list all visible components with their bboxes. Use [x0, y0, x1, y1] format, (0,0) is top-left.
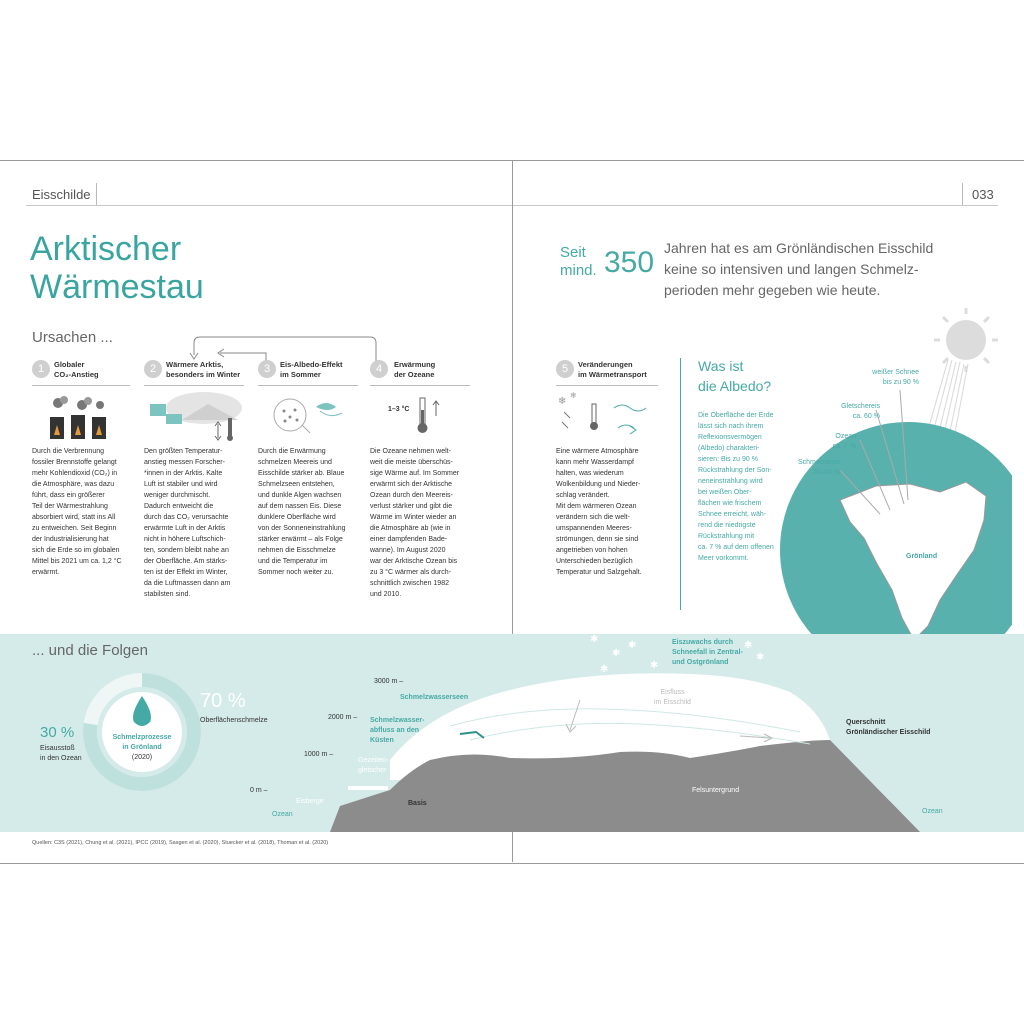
albedo-label-l1: Gletschereis — [841, 403, 880, 410]
header-rule-right — [513, 205, 998, 206]
cause-text-line: da die Luftmassen dann am — [144, 580, 231, 587]
label-iceflow-l1: Eisfluss — [660, 689, 685, 696]
cause-1-text — [32, 446, 136, 578]
label-bedrock: Felsuntergrund — [692, 787, 740, 794]
stat-text-line: perioden mehr gegeben wie heute. — [664, 282, 881, 298]
factory-smoke-icon — [44, 395, 114, 441]
albedo-text-line: Rückstrahlung der Son- — [698, 467, 772, 474]
section-label: Eisschilde — [32, 187, 91, 202]
cause-text-line: umspannenden Meeres- — [556, 525, 632, 532]
albedo-text-line: Reflexionsvermögen — [698, 434, 762, 441]
albedo-label-l2: bis zu 90 % — [882, 379, 919, 386]
snowflake-icon: ✱ — [744, 640, 753, 651]
label-ocean-left: Ozean — [272, 811, 293, 818]
cause-text-line: die Atmosphäre ab (wie in — [370, 525, 451, 532]
albedo-text-line: flächen wie frischem — [698, 500, 762, 507]
albedo-divider — [680, 358, 681, 610]
stat-number: 350 — [604, 246, 655, 279]
albedo-effect-icon — [270, 395, 350, 439]
consequences-heading: ... und die Folgen — [32, 642, 148, 659]
cause-text-line: erwärmt. — [32, 569, 60, 576]
cause-title-l2: besonders im Winter — [166, 370, 241, 379]
cause-text-line: Die Ozeane nehmen welt- — [370, 448, 451, 455]
cause-title-l2: CO₂-Anstieg — [54, 370, 99, 379]
cause-text-line: schmelzen Meereis und — [258, 459, 332, 466]
cause-text-line: einer dampfenden Bade- — [370, 536, 448, 543]
albedo-label-l1: weißer Schnee — [872, 369, 919, 376]
cause-rule — [32, 385, 130, 386]
albedo-text-line: (Albedo) charakteri- — [698, 445, 760, 452]
page-title-line1: Arktischer — [30, 230, 182, 268]
elevation-2000: 2000 m – — [328, 714, 358, 721]
stat-text-line: keine so intensiven und langen Schmelz- — [664, 261, 919, 277]
cause-title-l1: Erwärmung — [394, 360, 436, 369]
albedo-text-line: Rückstrahlung mit — [698, 533, 755, 540]
cause-text-line: Eine wärmere Atmosphäre — [556, 448, 639, 455]
cause-text-line: strömungen, denn sie sind — [556, 536, 639, 543]
label-growth-l3: und Ostgrönland — [672, 659, 729, 666]
albedo-title-l2: die Albedo? — [698, 378, 772, 394]
cause-text-line: weniger durchmischt. — [144, 492, 211, 499]
donut-left-l2: in den Ozean — [40, 755, 82, 762]
cause-text-line: Mittel bis 2021 um ca. 1,2 °C — [32, 558, 122, 565]
greenland-label: Grönland — [906, 553, 938, 560]
label-ocean-right: Ozean — [922, 808, 943, 815]
cause-rule — [258, 385, 358, 386]
cause-rule — [144, 385, 244, 386]
cause-text-line: sich die Erde so im globalen — [32, 547, 120, 554]
cause-text-line: Ozean durch den Meereis- — [370, 492, 453, 499]
cause-number: 5 — [556, 360, 574, 378]
cause-number: 3 — [258, 360, 276, 378]
label-section-l1: Querschnitt — [846, 719, 886, 726]
albedo-title-l1: Was ist — [698, 358, 744, 374]
cause-text-line: wanne). Im August 2020 — [370, 547, 446, 554]
donut-center-l3: (2020) — [131, 754, 153, 761]
label-icebergs: Eisberge — [296, 798, 324, 805]
cause-text-line: schlag verändert. — [556, 492, 610, 499]
label-meltlakes: Schmelzwasserseen — [400, 694, 469, 701]
cause-text-line: erwärmte Luft in der Arktis — [144, 525, 226, 532]
snowflake-icon: ✱ — [590, 634, 599, 645]
svg-text:❄: ❄ — [570, 392, 577, 400]
header-rule-left — [26, 205, 512, 206]
albedo-text-line: ca. 7 % auf dem offenen — [698, 544, 774, 551]
cause-text-line: der Oberfläche. Am stärks- — [144, 558, 228, 565]
cause-text-line: Durch die Verbrennung — [32, 448, 104, 455]
cause-text-line: fossiler Brennstoffe gelangt — [32, 459, 117, 466]
stat-prefix-1: Seit — [560, 244, 586, 261]
cause-text-line: nicht in höhere Luftschich- — [144, 536, 226, 543]
melt-donut-chart — [82, 672, 202, 792]
albedo-text-line: sieren: Bis zu 90 % — [698, 456, 758, 463]
cause-text-line: und die Temperatur im — [258, 558, 328, 565]
cause-text-line: verändern sich die welt- — [556, 514, 630, 521]
albedo-label-l1: Schmelzseen — [797, 459, 840, 466]
albedo-label-l1: Ozean — [835, 433, 856, 440]
cause-title-l2: der Ozeane — [394, 370, 435, 379]
label-growth-l2: Schneefall in Zentral- — [672, 649, 743, 656]
stat-text-line: Jahren hat es am Grönländischen Eisschild — [664, 240, 934, 256]
label-iceflow-l2: im Eisschild — [654, 699, 691, 706]
cause-text-line: Sommer noch weiter zu. — [258, 569, 334, 576]
elevation-3000: 3000 m – — [374, 678, 404, 685]
causes-heading: Ursachen ... — [32, 329, 113, 346]
cause-text-line: nehmen die Eisschmelze — [258, 547, 336, 554]
donut-left-label — [40, 744, 82, 764]
cause-text-line: sige Wärme auf. Im Sommer — [370, 470, 460, 477]
cause-title-l2: im Sommer — [280, 370, 321, 379]
cause-3-text — [258, 446, 366, 578]
cause-text-line: absorbiert wird, statt ins All — [32, 514, 116, 521]
donut-right-pct: 70 % — [200, 690, 246, 712]
cause-number: 2 — [144, 360, 162, 378]
cause-number: 1 — [32, 360, 50, 378]
header-divider — [96, 183, 97, 205]
cause-5-text — [556, 446, 668, 578]
cause-text-line: Dadurch entweicht die — [144, 503, 214, 510]
cause-title-l1: Eis-Albedo-Effekt — [280, 360, 343, 369]
albedo-text-line: bei weißen Ober- — [698, 489, 752, 496]
svg-text:❄: ❄ — [558, 396, 567, 407]
cause-number: 4 — [370, 360, 388, 378]
cause-text-line: Mit dem wärmeren Ozean — [556, 503, 637, 510]
cause-title-l2: im Wärmetransport — [578, 370, 647, 379]
albedo-label-glacier — [830, 402, 880, 422]
elevation-1000: 1000 m – — [304, 751, 334, 758]
cause-title-l1: Wärmere Arktis, — [166, 360, 224, 369]
cause-text-line: ten, sondern bleibt nahe an — [144, 547, 229, 554]
cause-text-line: Durch die Erwärmung — [258, 448, 326, 455]
arctic-air-icon — [148, 390, 244, 442]
cause-text-line: zu 3 °C wärmer als durch- — [370, 569, 451, 576]
albedo-text-line: neneinstrahlung wird — [698, 478, 763, 485]
label-runoff — [370, 716, 424, 746]
cause-text-line: auf dem nassen Eis. Diese — [258, 503, 342, 510]
donut-center — [106, 733, 178, 763]
cause-text-line: anstieg messen Forscher- — [144, 459, 225, 466]
cause-text-line: Eisschilde stärker ab. Blaue — [258, 470, 345, 477]
cause-text-line: *innen in der Arktis. Kalte — [144, 470, 223, 477]
label-ice-growth — [672, 638, 743, 668]
cause-text-line: Schmelzseen entstehen, — [258, 481, 335, 488]
cause-text-line: schnittlich zwischen 1982 — [370, 580, 449, 587]
cause-text-line: ten ist der Effekt im Winter, — [144, 569, 228, 576]
cause-text-line: stärker erwärmt – als Folge — [258, 536, 343, 543]
albedo-label-l2: 20–40 % — [812, 469, 840, 476]
cause-text-line: Wolkenbildung und Nieder- — [556, 481, 641, 488]
cause-text-line: Temperatur und Salzgehalt. — [556, 569, 642, 576]
cause-text-line: und dunkle Algen wachsen — [258, 492, 342, 499]
cause-rule — [556, 385, 658, 386]
cause-text-line: Den größten Temperatur- — [144, 448, 223, 455]
cause-text-line: Wärme im Winter wieder an — [370, 514, 457, 521]
donut-center-l2: in Grönland — [122, 744, 162, 751]
albedo-label-ocean — [806, 432, 856, 452]
cause-text-line: erwärmt sich der Arktische — [370, 481, 453, 488]
cause-text-line: zu entweichen. Seit Beginn — [32, 525, 117, 532]
cause-text-line: stabilsten sind. — [144, 591, 191, 598]
cause-2-text — [144, 446, 252, 600]
cause-text-line: war der Arktische Ozean bis — [370, 558, 458, 565]
albedo-label-meltlakes — [786, 458, 840, 478]
albedo-text-line: lässt sich nach ihrem — [698, 423, 764, 430]
cause-text-line: halten, was wiederum — [556, 470, 624, 477]
snowflake-icon: ✱ — [650, 660, 659, 671]
cause-text-line: mehr Kohlendioxid (CO₂) in — [32, 470, 118, 477]
cause-text-line: führt, dass ein größerer — [32, 492, 105, 499]
elevation-0: 0 m – — [250, 787, 268, 794]
albedo-label-snow — [869, 368, 919, 388]
cause-text-line: verlust stärker und gibt die — [370, 503, 453, 510]
label-growth-l1: Eiszuwachs durch — [672, 639, 734, 646]
cause-text-line: der Industrialisierung hat — [32, 536, 109, 543]
ocean-temp-label: 1–3 °C — [388, 406, 410, 413]
donut-left-pct: 30 % — [40, 724, 75, 741]
header-divider-right — [962, 183, 963, 205]
label-runoff-l2: abfluss an den — [370, 727, 420, 734]
albedo-text-line: Die Oberfläche der Erde — [698, 412, 774, 419]
cause-text-line: angetrieben von hohen — [556, 547, 628, 554]
cause-text-line: die Atmosphäre, was dazu — [32, 481, 115, 488]
label-runoff-l1: Schmelzwasser- — [370, 717, 425, 724]
label-ice-flow — [654, 688, 691, 708]
snowflake-icon: ✱ — [756, 652, 765, 663]
cause-title-l1: Globaler — [54, 360, 85, 369]
cause-text-line: kann mehr Wasserdampf — [556, 459, 634, 466]
page-number: 033 — [972, 187, 994, 202]
snowflake-icon: ✱ — [600, 664, 609, 675]
stat-prefix-2: mind. — [560, 262, 597, 279]
cause-text-line: durch das CO₂ verursachte — [144, 514, 229, 521]
cause-text-line: Unterschieden bezüglich — [556, 558, 633, 565]
heat-transport-icon — [556, 392, 656, 442]
snowflake-icon: ✱ — [628, 640, 637, 651]
label-tidewater-glacier — [358, 756, 388, 776]
stat-text — [664, 238, 933, 301]
cause-text-line: weit die meiste überschüs- — [370, 459, 453, 466]
albedo-label-l2: ca. 60 % — [852, 413, 880, 420]
label-glacier-l2: gletscher — [358, 767, 387, 774]
snowflake-icon: ✱ — [612, 648, 621, 659]
sources: Quellen: C3S (2021), Chung et al. (2021), IPCC (2019), Sasgen et al. (2020), Stuecker et al. (2018), Thoman et al. (2020) — [32, 840, 329, 846]
albedo-text-line: Schnee erreicht, wäh- — [698, 511, 767, 518]
donut-left-l1: Eisausstoß — [40, 745, 75, 752]
albedo-text-line: Meer vorkommt. — [698, 555, 749, 562]
label-runoff-l3: Küsten — [370, 737, 394, 744]
label-basis: Basis — [408, 800, 427, 807]
cause-4-text — [370, 446, 478, 600]
label-section-l2: Grönländischer Eisschild — [846, 729, 931, 736]
causes-connector-arrows — [180, 333, 390, 363]
cause-text-line: Teil der Wärmestrahlung — [32, 503, 108, 510]
donut-right-label: Oberflächenschmelze — [200, 717, 268, 724]
cause-text-line: und 2010. — [370, 591, 402, 598]
label-glacier-l1: Gezeiten- — [358, 757, 389, 764]
sun-icon — [934, 308, 998, 372]
page-title-line2: Wärmestau — [30, 268, 204, 306]
cause-rule — [370, 385, 470, 386]
albedo-text-line: rend die niedrigste — [698, 522, 756, 529]
albedo-globe-illustration — [780, 300, 1012, 685]
cause-title-l1: Veränderungen — [578, 360, 633, 369]
donut-center-l1: Schmelzprozesse — [112, 734, 172, 741]
albedo-label-l2: ca. 7 % — [832, 443, 856, 450]
label-cross-section — [846, 718, 930, 738]
cause-text-line: dunklere Oberfläche wird — [258, 514, 336, 521]
cause-text-line: von der Sonneneinstrahlung — [258, 525, 346, 532]
cause-text-line: Luft ist stabiler und wird — [144, 481, 218, 488]
thermometer-icon — [414, 396, 444, 436]
